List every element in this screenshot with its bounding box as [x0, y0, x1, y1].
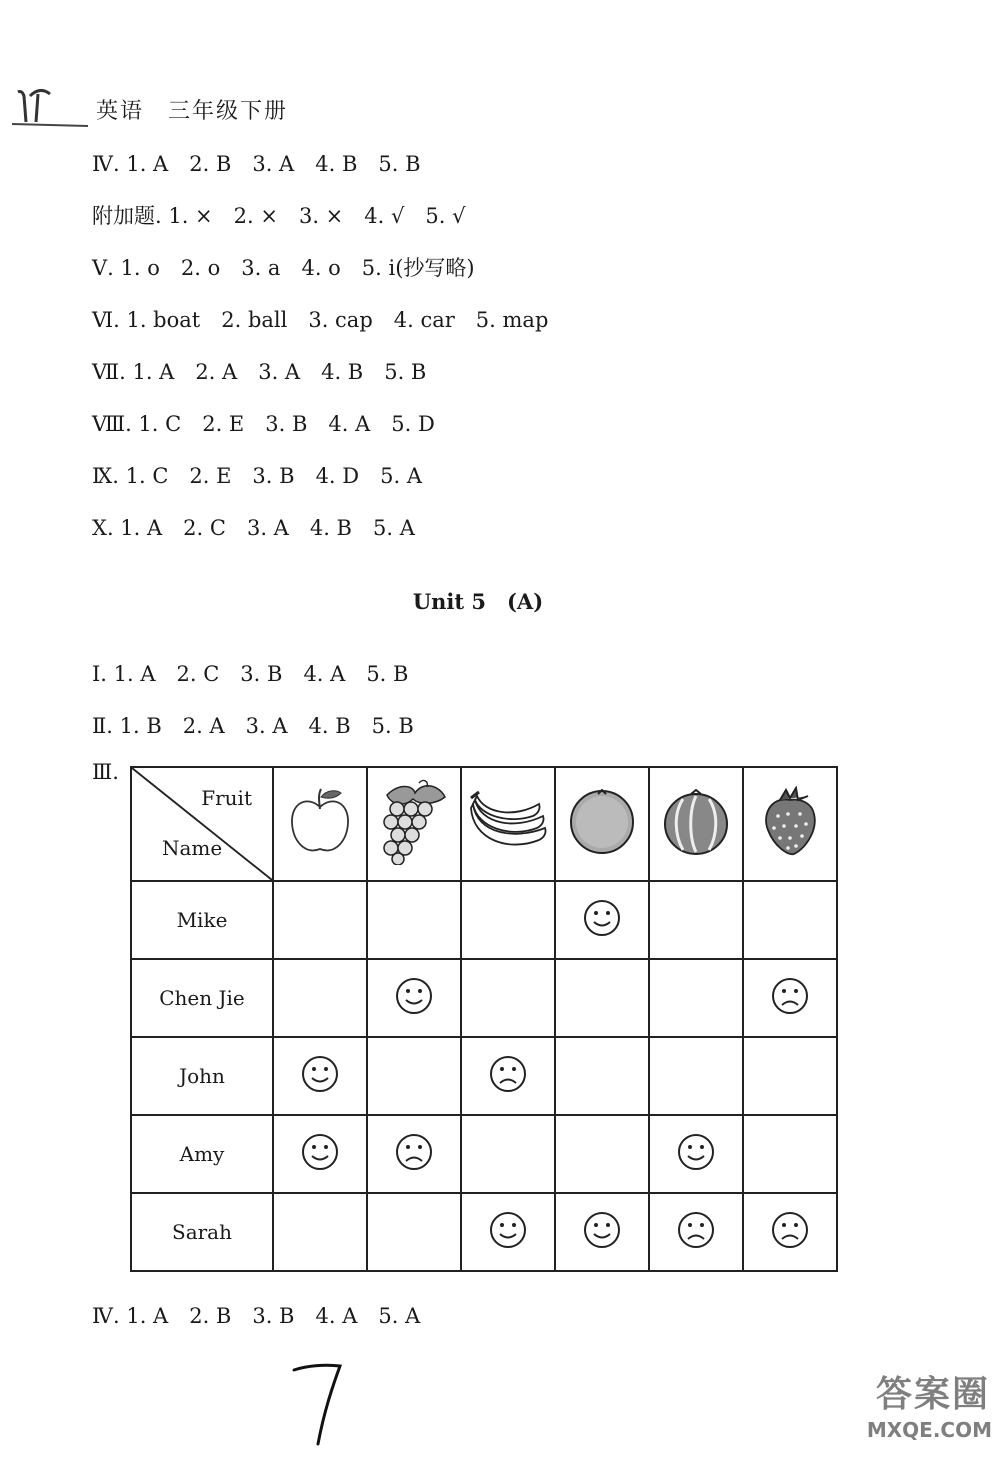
- student-name-cell: Mike: [131, 881, 273, 959]
- preference-cell: [273, 881, 367, 959]
- fruit-preference-table: [130, 766, 838, 1272]
- student-name-cell: John: [131, 1037, 273, 1115]
- answer-line: Ⅴ. 1. o 2. o 3. a 4. o 5. i(抄写略): [92, 256, 475, 280]
- answer-line: Ⅳ. 1. A 2. B 3. A 4. B 5. B: [92, 152, 421, 176]
- preference-cell: [367, 959, 461, 1037]
- preference-cell: [273, 1193, 367, 1271]
- grapes-icon: [379, 779, 449, 865]
- smiley-face-icon: [394, 976, 434, 1016]
- preference-cell: [743, 1193, 837, 1271]
- watermark: [820, 1366, 1000, 1456]
- watermark-url: MXQE.COM: [866, 1418, 992, 1442]
- handwritten-page-number: [288, 1360, 348, 1450]
- preference-cell: [649, 1115, 743, 1193]
- table-row: [131, 959, 837, 1037]
- question-label: Ⅲ.: [92, 760, 119, 784]
- smiley-face-icon: [300, 1054, 340, 1094]
- answer-line: 附加题. 1. × 2. × 3. × 4. √ 5. √: [92, 204, 466, 228]
- smiley-face-icon: [582, 898, 622, 938]
- preference-cell: [743, 959, 837, 1037]
- preference-cell: [649, 1037, 743, 1115]
- answer-line: Ⅹ. 1. A 2. C 3. A 4. B 5. A: [92, 516, 415, 540]
- preference-cell: [367, 1193, 461, 1271]
- table-row: [131, 1193, 837, 1271]
- answer-line: Ⅸ. 1. C 2. E 3. B 4. D 5. A: [92, 464, 423, 488]
- name-header-label: Name: [162, 836, 223, 860]
- book-logo-icon: [10, 82, 90, 128]
- preference-cell: [555, 959, 649, 1037]
- preference-cell: [367, 1115, 461, 1193]
- student-name-cell: Sarah: [131, 1193, 273, 1271]
- corner-header-cell: [131, 767, 273, 881]
- answer-line: Ⅵ. 1. boat 2. ball 3. cap 4. car 5. map: [92, 308, 549, 332]
- preference-cell: [367, 881, 461, 959]
- fruit-column-header: [555, 767, 649, 881]
- fruit-column-header: [461, 767, 555, 881]
- sad-face-icon: [770, 1210, 810, 1250]
- preference-cell: [649, 959, 743, 1037]
- sad-face-icon: [770, 976, 810, 1016]
- table-header-row: [131, 767, 837, 881]
- preference-cell: [461, 1115, 555, 1193]
- answer-line: Ⅷ. 1. C 2. E 3. B 4. A 5. D: [92, 412, 435, 436]
- fruit-column-header: [367, 767, 461, 881]
- diagonal-line: [132, 768, 272, 880]
- preference-cell: [743, 1115, 837, 1193]
- fruit-column-header: [743, 767, 837, 881]
- page-header-title: 英语 三年级下册: [96, 99, 289, 124]
- answer-line: Ⅱ. 1. B 2. A 3. A 4. B 5. B: [92, 714, 414, 738]
- preference-cell: [649, 881, 743, 959]
- preference-cell: [273, 959, 367, 1037]
- apple-icon: [287, 785, 353, 859]
- answer-line: Ⅶ. 1. A 2. A 3. A 4. B 5. B: [92, 360, 427, 384]
- page-header: [10, 82, 310, 132]
- preference-cell: [649, 1193, 743, 1271]
- smiley-face-icon: [300, 1132, 340, 1172]
- preference-cell: [555, 1115, 649, 1193]
- sad-face-icon: [394, 1132, 434, 1172]
- student-name-cell: Amy: [131, 1115, 273, 1193]
- preference-cell: [555, 881, 649, 959]
- preference-cell: [743, 1037, 837, 1115]
- preference-cell: [461, 959, 555, 1037]
- preference-cell: [555, 1037, 649, 1115]
- preference-cell: [743, 881, 837, 959]
- fruit-header-label: Fruit: [201, 786, 252, 810]
- preference-cell: [273, 1037, 367, 1115]
- answer-line: Ⅰ. 1. A 2. C 3. B 4. A 5. B: [92, 662, 409, 686]
- fruit-column-header: [649, 767, 743, 881]
- smiley-face-icon: [582, 1210, 622, 1250]
- smiley-face-icon: [488, 1210, 528, 1250]
- banana-icon: [467, 790, 549, 854]
- table-row: [131, 1115, 837, 1193]
- preference-cell: [273, 1115, 367, 1193]
- table-row: [131, 1037, 837, 1115]
- strawberry-icon: [760, 786, 820, 858]
- watermark-logo: 答案圈: [875, 1374, 990, 1415]
- watermelon-icon: [661, 786, 731, 858]
- preference-cell: [367, 1037, 461, 1115]
- fruit-column-header: [273, 767, 367, 881]
- preference-cell: [461, 1193, 555, 1271]
- preference-cell: [555, 1193, 649, 1271]
- preference-cell: [461, 1037, 555, 1115]
- answer-line: Ⅳ. 1. A 2. B 3. B 4. A 5. A: [92, 1304, 421, 1328]
- orange-icon: [566, 786, 638, 858]
- preference-cell: [461, 881, 555, 959]
- smiley-face-icon: [676, 1132, 716, 1172]
- sad-face-icon: [488, 1054, 528, 1094]
- sad-face-icon: [676, 1210, 716, 1250]
- unit-title: Unit 5 (A): [412, 589, 544, 614]
- student-name-cell: Chen Jie: [131, 959, 273, 1037]
- table-row: [131, 881, 837, 959]
